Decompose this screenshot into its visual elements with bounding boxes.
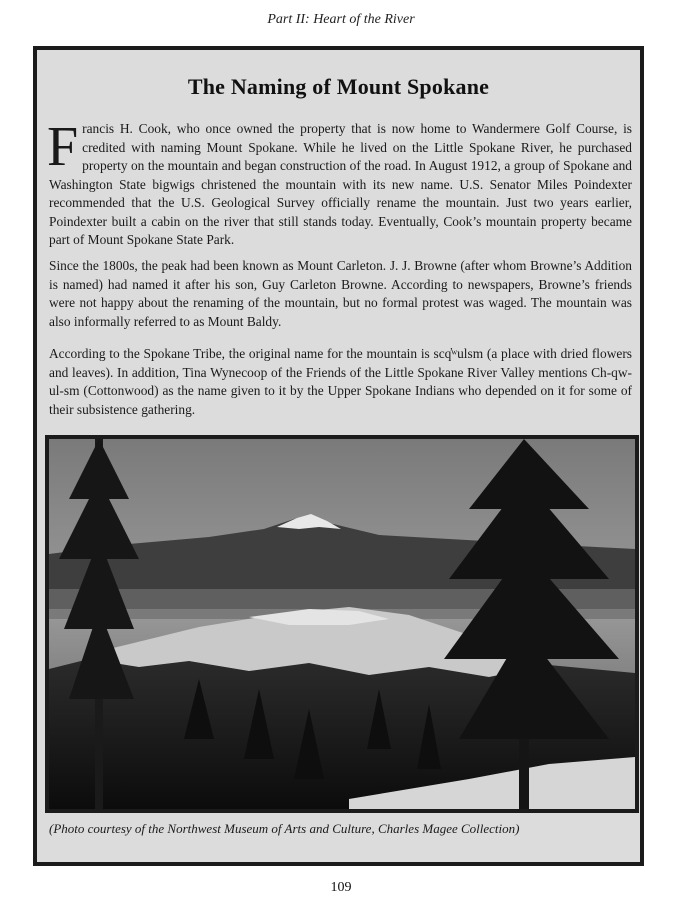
- photo-caption: (Photo courtesy of the Northwest Museum of Arts and Culture, Charles Magee Collection): [49, 821, 520, 836]
- paragraph-1-text: rancis H. Cook, who once owned the property that is now home to Wandermere Golf Course, is credited with naming Mount Spokane. While he lived on the Little Spokane River, he purchased property on the mountain and began construction of the road. In August 1912, a group of Spokane and Washington State bigwigs christened the mountain with its new name. U.S. Senator Miles Poindexter recommended that the U.S. Geological Survey officially rename the mountain. Just two years earlier, Poindexter built a cabin on the river that still stands today. Eventually, Cook’s mountain property became part of Mount Spokane State Park.: [49, 121, 632, 247]
- paragraph-2: Since the 1800s, the peak had been known as Mount Carleton. J. J. Browne (after whom Browne’s Addition is named) had named it after his son, Guy Carleton Browne. According to newspapers, Browne’s friends were not happy about the renaming of the mountain, but no formal protest was waged. The mountain was also informally referred to as Mount Baldy.: [49, 258, 632, 329]
- running-head: Part II: Heart of the River: [267, 12, 415, 27]
- paragraph-3: According to the Spokane Tribe, the original name for the mountain is scq̓ʷulsm (a place with dried flowers and leaves). In addition, Tina Wynecoop of the Friends of the Little Spokane River Valley mentions Ch-qw-ul-sm (Cottonwood) as the name given to it by the Upper Spokane Indians who depended on it for some of their subsistence gathering.: [49, 346, 632, 417]
- mountain-photo: [45, 435, 639, 813]
- paragraph-1: [47, 116, 632, 250]
- sidebar-title: The Naming of Mount Spokane: [187, 74, 490, 99]
- sidebar-box: [33, 46, 644, 866]
- page-number: 109: [330, 880, 352, 895]
- drop-cap: F: [47, 116, 79, 178]
- mountain-photo-illustration: [49, 439, 635, 809]
